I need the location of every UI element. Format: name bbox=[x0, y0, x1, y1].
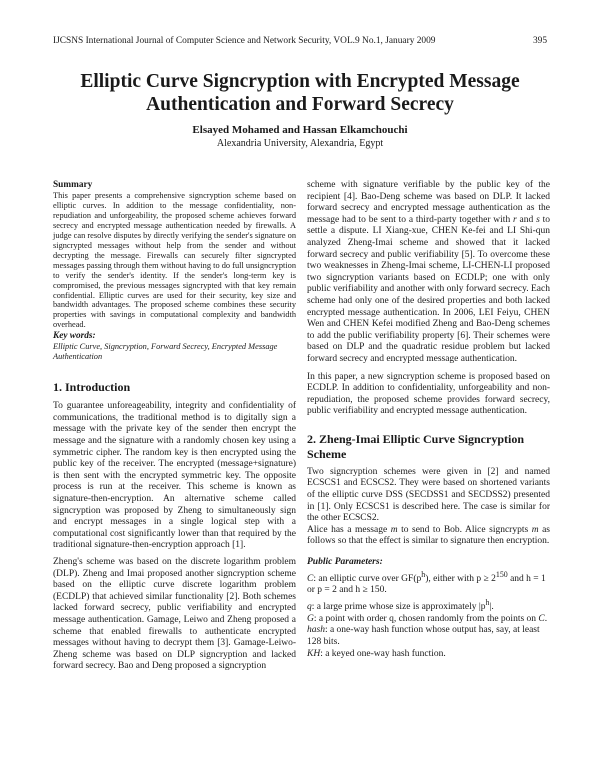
text-run: : a keyed one-way hash function. bbox=[320, 648, 446, 659]
text-run: scheme with signature verifiable by the public key of the recipient [4]. Bao-Deng scheme was based on DLP. It lacked forward secrecy and encrypted message authentication as the message had to be sent to a third-party together with bbox=[307, 180, 550, 225]
var-s: s bbox=[536, 214, 540, 225]
text-run: to settle a dispute. LI Xiang-xue, CHEN Ke-fei and LI Shi-qun analyzed Zheng-Imai scheme and showed that it lacked forward secrecy and public verifiability [5]. To overcome these two weaknesses in Zheng-Imai scheme, LI-CHEN-LI proposed two signcryption variants based on ECDLP; one with only public verifiability and another with only forward secrecy. Each scheme had only one of the desired properties and both lacked encrypted message authentication. In 2006, LEI Feiyu, CHEN Wen and CHEN Kefei modified Zheng and Bao-Deng schemes to add the public verifiability property [6]. Their schemes were based on DLP and the quadratic residue problem but lacked forward secrecy and encrypted message authentication. bbox=[307, 214, 550, 364]
page-number: 395 bbox=[532, 36, 547, 46]
text-run: and bbox=[516, 214, 537, 225]
text-run: ), either with p ≥ 2 bbox=[425, 573, 496, 584]
section-1-heading: 1. Introduction bbox=[53, 380, 131, 395]
param-hash bbox=[307, 625, 550, 648]
affiliation: Alexandria University, Alexandria, Egypt bbox=[216, 138, 384, 149]
text-run: and h = 1 or p = 2 and h ≥ 150. bbox=[307, 573, 546, 596]
text-run: : a large prime whose size is approximately |p bbox=[311, 602, 486, 613]
section-2-paragraph-2 bbox=[307, 525, 550, 548]
param-g bbox=[307, 614, 550, 626]
param-c bbox=[307, 569, 550, 597]
summary-text: This paper presents a comprehensive signcryption scheme based on elliptic curves. In addition to the message confidentiality, non-repudiation and unforgeability, the proposed scheme achieves forward secrecy and encrypted message authentication needed by firewalls. A judge can resolve disputes by directly verifying the sender's signature on signcrypted messages without help from the sender and without decrypting the message. Firewalls can securely filter signcrypted messages passing through them without having to do full unsigncryption to verify the sender's identity. If the sender's long-term key is compromised, the previous messages signcrypted with that key remain confidential. Elliptic curves are used for their security, key size and bandwidth advantages. The proposed scheme combines these security properties with savings in computational complexity and bandwidth overhead. bbox=[53, 191, 296, 330]
param-q bbox=[307, 597, 550, 614]
var-m: m bbox=[390, 524, 398, 535]
param-q-name: q bbox=[307, 602, 312, 613]
text-run: : an elliptic curve over GF(p bbox=[313, 573, 422, 584]
param-g-curve: C bbox=[538, 613, 545, 624]
superscript: h bbox=[485, 597, 490, 607]
right-column bbox=[307, 180, 550, 660]
title-line-2: Authentication and Forward Secrecy bbox=[146, 94, 454, 115]
var-r: r bbox=[513, 214, 517, 225]
superscript: h bbox=[421, 569, 426, 579]
right-paragraph-1 bbox=[307, 180, 550, 366]
var-m: m bbox=[531, 524, 539, 535]
paper-title bbox=[40, 70, 560, 116]
running-header bbox=[53, 36, 547, 46]
superscript: 150 bbox=[495, 569, 508, 579]
text-run: : a one-way hash function whose output has, say, at least 128 bits. bbox=[307, 625, 540, 647]
section-1-paragraph-1: To guarantee unforeageability, integrity and confidentiality of communications, the traditional method is to digitally sign a message with the private key of the sender then encrypt the message and the signature with a randomly chosen key using a symmetric cipher. The random key is then encrypted using the public key of the receiver. The encrypted (message+signature) is then sent with the encrypted symmetric key. The opposite process is run at the receiver. This scheme is known as signature-then-encryption. An alternative scheme called signcryption was proposed by Zheng to simultaneously sign and encrypt messages in a single logical step with a computational cost significantly lower than that required by the traditional signature-then-encryption approach [1]. bbox=[53, 401, 296, 551]
journal-title: IJCSNS International Journal of Computer Science and Network Security, VOL.9 No.1, January 2009 bbox=[53, 36, 436, 46]
section-1-paragraph-2: Zheng's scheme was based on the discrete logarithm problem (DLP). Zheng and Imai proposed another signcryption scheme based on the elliptic curve discrete logarithm problem (ECDLP) that achieved similar functionality [2]. Both schemes lacked forward secrecy, public verifiability and encrypted message authentication. Gamage, Leiwo and Zheng proposed a scheme that enabled firewalls to authenticate encrypted messages without having to decrypt them [3]. Gamage-Leiwo-Zheng scheme was based on DLP signcryption and lacked forward secrecy. Bao and Deng proposed a signcryption bbox=[53, 556, 296, 672]
text-run: |. bbox=[489, 602, 494, 613]
title-line-1: Elliptic Curve Signcryption with Encrypted Message bbox=[80, 71, 520, 92]
text-run: as follows so that the effect is similar to signature then encryption. bbox=[307, 524, 550, 547]
text-run: Alice has a message bbox=[307, 524, 391, 535]
keywords-text: Elliptic Curve, Signcryption, Forward Secrecy, Encrypted Message Authentication bbox=[53, 342, 278, 362]
left-column bbox=[53, 180, 296, 673]
authors: Elsayed Mohamed and Hassan Elkamchouchi bbox=[192, 124, 408, 136]
public-parameters-heading: Public Parameters: bbox=[307, 557, 383, 568]
param-c-name: C bbox=[307, 573, 314, 584]
text-run: : a point with order q, chosen randomly from the points on bbox=[313, 613, 539, 624]
section-2-paragraph-1: Two signcryption schemes were given in [2] and named ECSCS1 and ECSCS2. They were based on shortened variants of the elliptic curve DSS (SECDSS1 and SECDSS2) presented in [1]. Only ECSCS1 is described here. The case is similar for the other ECSCS2. bbox=[307, 466, 550, 524]
text-run: to send to Bob. Alice signcrypts bbox=[397, 524, 532, 535]
keywords-heading: Key words: bbox=[53, 331, 96, 342]
param-g-name: G bbox=[307, 613, 314, 624]
param-hash-name: hash bbox=[307, 625, 325, 636]
param-kh-name: KH bbox=[307, 648, 321, 659]
summary-heading: Summary bbox=[53, 180, 93, 190]
param-kh bbox=[307, 649, 550, 661]
section-2-heading: 2. Zheng-Imai Elliptic Curve Signcryption Scheme bbox=[307, 431, 525, 461]
text-run: . bbox=[544, 613, 548, 624]
right-paragraph-2: In this paper, a new signcryption scheme is proposed based on ECDLP. In addition to confidentiality, unforgeability and non-repudiation, the proposed scheme provides forward secrecy, public verifiability and encrypted message authentication. bbox=[307, 371, 550, 417]
